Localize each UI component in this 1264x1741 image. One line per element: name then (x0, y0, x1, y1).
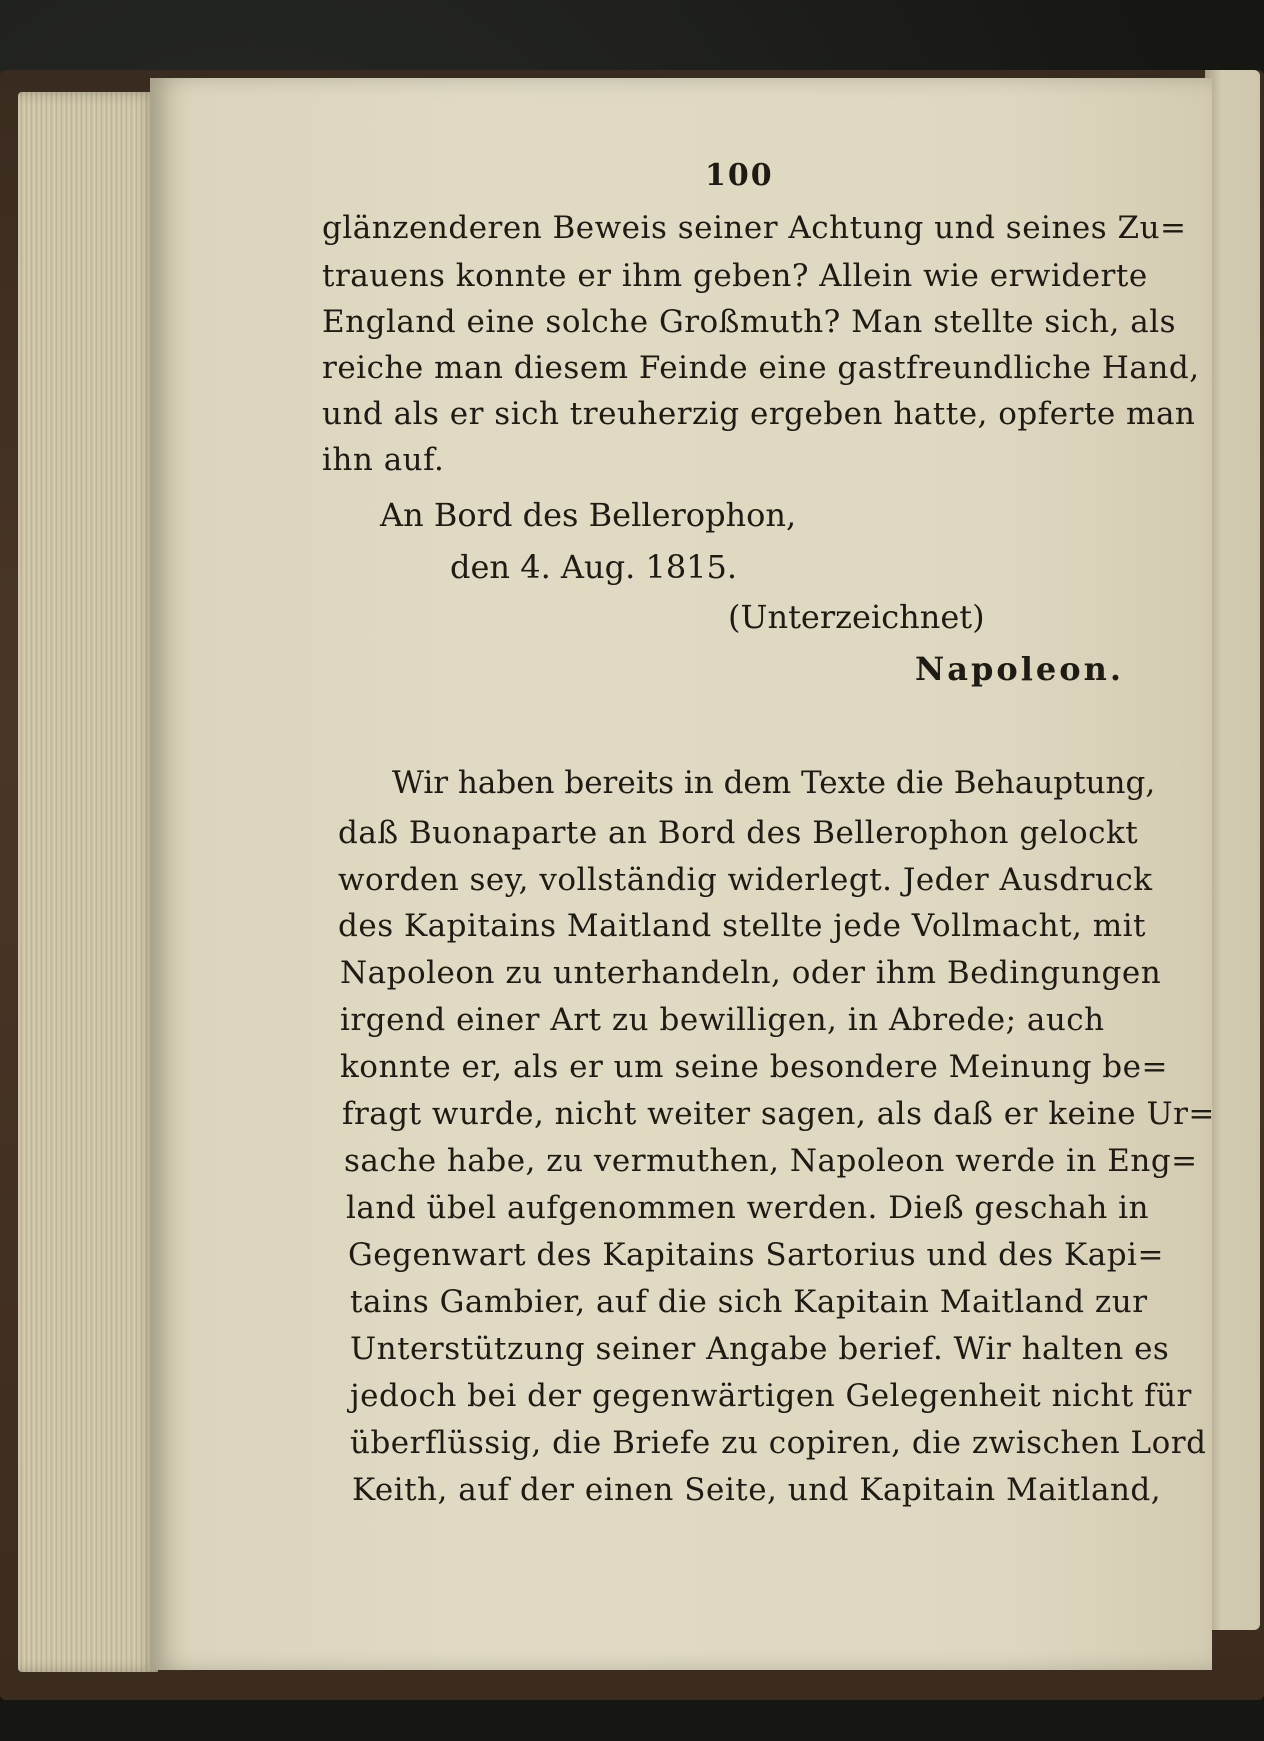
page-number: 100 (705, 158, 774, 193)
p1-line-2: trauens konnte er ihm geben? Allein wie erwiderte (322, 258, 1148, 294)
right-page-edge (1205, 70, 1260, 1630)
signature-name: Napoleon. (915, 650, 1124, 688)
p1-line-1: glänzenderen Beweis seiner Achtung und seines Zu= (322, 210, 1187, 246)
p2-line-12: tains Gambier, auf die sich Kapitain Maitland zur (350, 1284, 1148, 1320)
p2-line-4: des Kapitains Maitland stellte jede Vollmacht, mit (338, 908, 1146, 944)
p1-line-3: England eine solche Großmuth? Man stellte sich, als (322, 304, 1177, 340)
p2-line-6: irgend einer Art zu bewilligen, in Abrede; auch (340, 1002, 1105, 1038)
p2-line-16: Keith, auf der einen Seite, und Kapitain Maitland, (352, 1472, 1162, 1508)
p2-line-9: sache habe, zu vermuthen, Napoleon werde in Eng= (344, 1143, 1198, 1179)
p1-line-6: ihn auf. (322, 442, 445, 478)
signature-place: An Bord des Bellerophon, (380, 496, 797, 534)
p2-line-5: Napoleon zu unterhandeln, oder ihm Bedingungen (340, 955, 1162, 991)
p2-line-3: worden sey, vollständig widerlegt. Jeder Ausdruck (338, 862, 1153, 898)
p2-line-11: Gegenwart des Kapitains Sartorius und des Kapi= (348, 1237, 1164, 1273)
signature-note: (Unterzeichnet) (728, 598, 985, 636)
p2-line-1: Wir haben bereits in dem Texte die Behauptung, (392, 765, 1156, 801)
p2-line-8: fragt wurde, nicht weiter sagen, als daß er keine Ur= (342, 1096, 1215, 1132)
p2-line-13: Unterstützung seiner Angabe berief. Wir halten es (350, 1331, 1170, 1367)
p1-line-4: reiche man diesem Feinde eine gastfreundliche Hand, (322, 350, 1200, 386)
p2-line-10: land übel aufgenommen werden. Dieß geschah in (346, 1190, 1150, 1226)
p2-line-14: jedoch bei der gegenwärtigen Gelegenheit nicht für (350, 1378, 1192, 1414)
page-block-edges (18, 92, 158, 1672)
p2-line-15: überflüssig, die Briefe zu copiren, die zwischen Lord (350, 1425, 1207, 1461)
p2-line-7: konnte er, als er um seine besondere Meinung be= (340, 1049, 1168, 1085)
p1-line-5: und als er sich treuherzig ergeben hatte, opferte man (322, 396, 1196, 432)
signature-date: den 4. Aug. 1815. (450, 548, 738, 586)
p2-line-2: daß Buonaparte an Bord des Bellerophon gelockt (338, 815, 1139, 851)
